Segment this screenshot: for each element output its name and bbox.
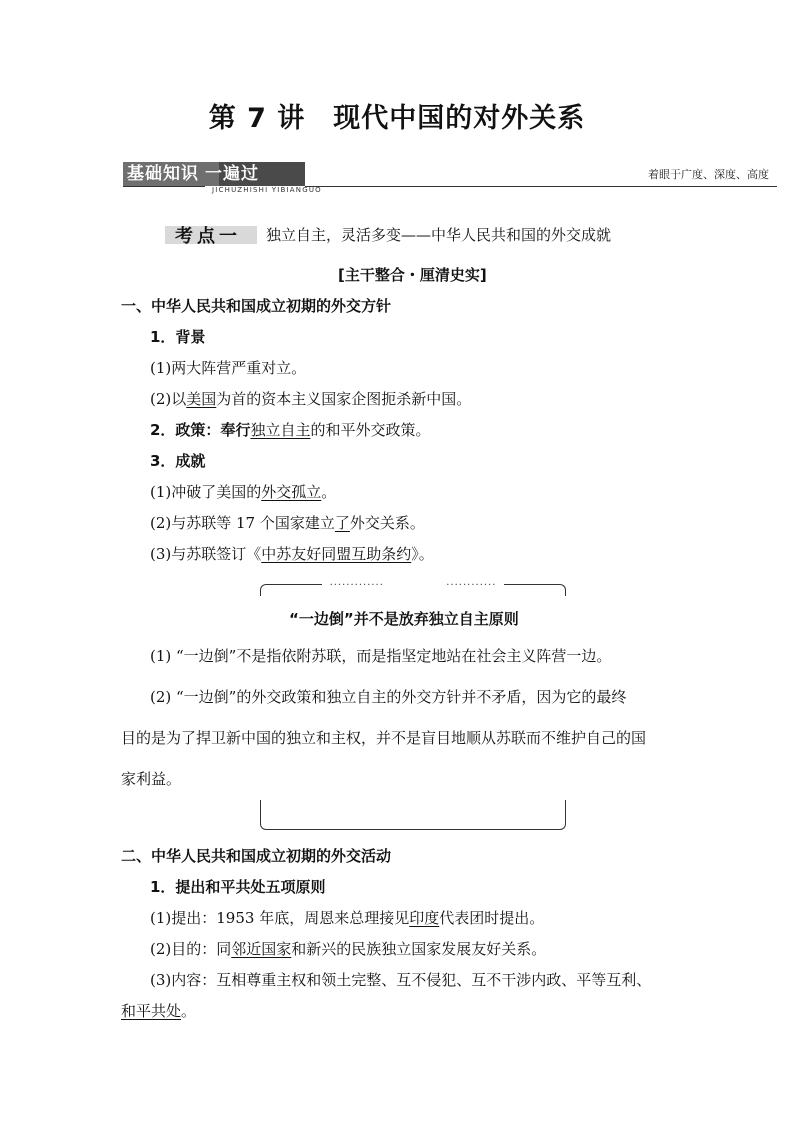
background-item-1: (1)两大阵营严重对立。 (150, 359, 307, 377)
achievement-item-2: (2)与苏联等 17 个国家建立了外交关系。 (150, 514, 425, 532)
subheading: [主干整合・厘清史实] (338, 266, 487, 284)
banner-note: 着眼于广度、深度、高度 (648, 168, 769, 181)
kaodian-badge-text: 考点一 (175, 226, 241, 247)
kaodian-badge (165, 222, 257, 246)
section2-item-3-line-2: 和平共处。 (121, 1002, 197, 1020)
kaodian-title: 独立自主，灵活多变——中华人民共和国的外交成就 (266, 226, 612, 244)
box-paragraph-2-line-2: 目的是为了捍卫新中国的独立和主权，并不是盲目地顺从苏联而不维护自己的国 (121, 729, 647, 747)
box-paragraph-1: (1) “一边倒”不是指依附苏联，而是指坚定地站在社会主义阵营一边。 (150, 647, 612, 665)
banner-part2: 一遍过 (205, 164, 259, 184)
policy-line: 2．政策：奉行独立自主的和平外交政策。 (150, 421, 431, 439)
banner-rule-left (123, 186, 205, 187)
banner-rule (305, 186, 777, 187)
section-banner (123, 162, 305, 186)
box-paragraph-2-line-1: (2) “一边倒”的外交政策和独立自主的外交方针并不矛盾，因为它的最终 (150, 688, 627, 706)
box-paragraph-2-line-3: 家利益。 (121, 770, 182, 788)
banner-part1: 基础知识 (127, 164, 199, 184)
background-title: 1．背景 (150, 328, 206, 346)
section2-item-1: (1)提出：1953 年底，周恩来总理接见印度代表团时提出。 (150, 909, 545, 927)
achievement-item-1: (1)冲破了美国的外交孤立。 (150, 483, 337, 501)
box-dots-left: ············· (326, 580, 388, 591)
page-title (0, 96, 794, 135)
section2-item-3-line-1: (3)内容：互相尊重主权和领土完整、互不侵犯、互不干涉内政、平等互利、 (150, 971, 652, 989)
lecture-number: 第 7 讲 (208, 103, 306, 134)
section2-sub1: 1．提出和平共处五项原则 (150, 878, 326, 896)
lecture-topic: 现代中国的对外关系 (333, 103, 586, 134)
box-label: 易误辨析 (391, 576, 439, 591)
box-title: “一边倒”并不是放弃独立自主原则 (289, 610, 519, 628)
achievement-item-3: (3)与苏联签订《中苏友好同盟互助条约》。 (150, 545, 434, 563)
achievement-title: 3．成就 (150, 452, 206, 470)
banner-pinyin: JICHUZHISHI YIBIANGUO (212, 186, 322, 194)
section1-heading: 一、中华人民共和国成立初期的外交方针 (121, 297, 392, 315)
background-item-2: (2)以美国为首的资本主义国家企图扼杀新中国。 (150, 390, 472, 408)
box-dots-right: ············ (442, 580, 500, 591)
section2-item-2: (2)目的：同邻近国家和新兴的民族独立国家发展友好关系。 (150, 940, 547, 958)
section2-heading: 二、中华人民共和国成立初期的外交活动 (121, 847, 392, 865)
